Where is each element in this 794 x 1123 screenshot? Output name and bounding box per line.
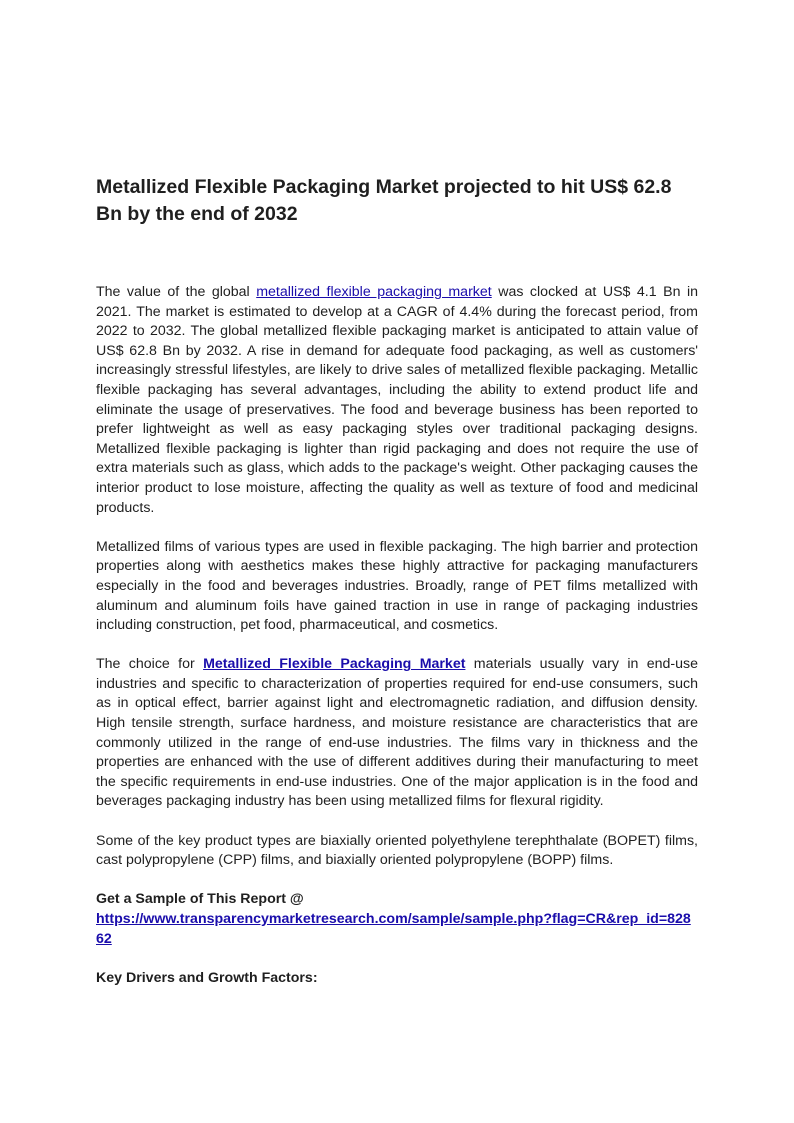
paragraph-product-types: Some of the key product types are biaxially oriented polyethylene terephthalate (BOPET) films, cast polypropylene (CPP) films, and biaxially oriented polypropylene (BOPP) films. <box>96 832 698 869</box>
market-link[interactable]: metallized flexible packaging market <box>256 284 492 300</box>
paragraph-metallized-films: Metallized films of various types are used in flexible packaging. The high barrier and protection properties along with aesthetics makes these highly attractive for packaging manufacturers especially in the food and beverages industries. Broadly, range of PET films metallized with aluminum and aluminum foils have gained traction in use in range of packaging industries including construction, pet food, pharmaceutical, and cosmetics. <box>96 538 698 634</box>
sample-request-block <box>96 890 698 949</box>
page-title: Metallized Flexible Packaging Market projected to hit US$ 62.8 Bn by the end of 2032 <box>96 176 672 225</box>
article-body <box>96 283 698 1008</box>
sample-url-link[interactable]: https://www.transparencymarketresearch.com/sample/sample.php?flag=CR&rep_id=82862 <box>96 911 691 947</box>
paragraph-market-value: The value of the global metallized flexible packaging market was clocked at US$ 4.1 Bn in 2021. The market is estimated to develop at a CAGR of 4.4% during the forecast period, from 2022 to 2032. The global metallized flexible packaging market is anticipated to attain value of US$ 62.8 Bn by 2032. A rise in demand for adequate food packaging, as well as customers' increasingly stressful lifestyles, are likely to drive sales of metallized flexible packaging. Metallic flexible packaging has several advantages, including the ability to extend product life and eliminate the usage of preservatives. The food and beverage business has been reported to prefer lightweight as well as easy packaging styles over traditional packaging designs. Metallized flexible packaging is lighter than rigid packaging and does not require the use of extra materials such as glass, which adds to the package's weight. Other packaging causes the interior product to lose moisture, affecting the quality as well as texture of food and medicinal products. <box>96 284 698 516</box>
paragraph-material-choice: The choice for Metallized Flexible Packaging Market materials usually vary in end-use industries and specific to characterization of properties required for end-use consumers, such as in optical effect, barrier against light and electromagnetic radiation, and diffusion density. High tensile strength, surface hardness, and moisture resistance are characteristics that are commonly utilized in the range of end-use industries. The films vary in thickness and the properties are enhanced with the use of different additives during their manufacturing to meet the specific requirements in end-use industries. One of the major application is in the food and beverages packaging industry has been using metallized films for flexural rigidity. <box>96 656 699 810</box>
market-bold-link[interactable]: Metallized Flexible Packaging Market <box>203 656 466 673</box>
drivers-heading: Key Drivers and Growth Factors: <box>96 969 318 986</box>
sample-label: Get a Sample of This Report @ <box>96 891 304 908</box>
